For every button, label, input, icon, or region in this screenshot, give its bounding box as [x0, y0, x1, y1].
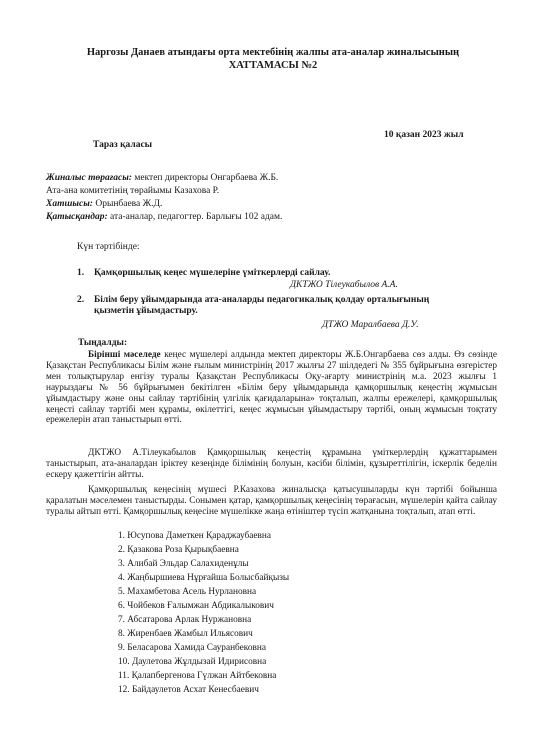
member-item-4: 4. Жаңбыршиева Нұрғайша Болысбайқызы	[118, 573, 290, 583]
attendees-line	[46, 212, 282, 222]
secretary-label: Хатшысы:	[46, 199, 93, 209]
member-item-2: 2. Қазакова Роза Қырықбаевна	[118, 545, 239, 555]
document-title-line1: Наргозы Данаев атындағы орта мектебінің жалпы ата-аналар жиналысының	[86, 47, 460, 58]
attendees-value: ата-аналар, педагогтер. Барлығы 102 адам.	[109, 212, 283, 222]
listened-label: Тыңдалды:	[78, 338, 128, 348]
member-item-3: 3. Алибай Эльдар Салахиденұлы	[118, 559, 249, 569]
agenda-heading: Күн тәртібінде:	[77, 242, 140, 252]
chair-value: мектеп директоры Онгарбаева Ж.Б.	[134, 173, 279, 183]
member-item-6: 6. Чойбеков Ғалымжан Абдикалыкович	[118, 601, 274, 611]
chair-label: Жиналыс төрағасы:	[46, 173, 132, 183]
agenda-item-2-text-line1: Білім беру ұйымдарында ата-аналарды педагогикалық қолдау орталығының	[94, 295, 430, 305]
member-item-9: 9. Беласарова Хамида Сауранбековна	[118, 643, 266, 653]
member-item-11: 11. Қалапбергенова Гүлжан Айтбековна	[118, 671, 277, 681]
member-item-7: 7. Абсатарова Арлак Нуржановна	[118, 615, 252, 625]
member-item-8: 8. Жиренбаев Жамбыл Ильясович	[118, 629, 253, 639]
attendees-label: Қатысқандар:	[46, 212, 108, 222]
member-item-12: 12. Байдаулетов Асхат Кенесбаевич	[118, 685, 259, 695]
member-item-1: 1. Юсупова Даметкен Қараджаубаевна	[118, 531, 272, 541]
committee-line: Ата-ана комитетінің төрайымы Казахова Р.	[46, 186, 220, 196]
secretary-line	[46, 199, 162, 209]
agenda-item-1-num: 1.	[77, 268, 85, 278]
agenda-item-1-reporter: ДКТЖО Тілеукабылов А.А.	[290, 280, 398, 290]
agenda-item-1-text: Қамқоршылық кеңес мүшелеріне үміткерлерді сайлау.	[94, 268, 331, 278]
secretary-value: Орынбаева Ж.Д.	[95, 199, 163, 209]
place: Тараз қаласы	[93, 140, 153, 150]
paragraph-1	[46, 350, 497, 426]
document-title-line2: ХАТТАМАСЫ №2	[228, 60, 318, 71]
paragraph-2: ДКТЖО А.Тілеукабылов Қамқоршылық кеңестің құрамына үміткерлердің құжаттарымен таныстырып, ата-аналардан іріктеу кезеңінде білімінің болуын, кәсіби білімін, құзыреттілігін, іскерлік беделін ескеру қажеттігін айтты.	[46, 448, 497, 480]
paragraph-3: Қамқоршылық кеңесінің мүшесі Р.Казахова жиналысқа қатысушыларды күн тәртібі бойынша қаралатын мәселемен таныстырды. Сонымен қатар, қамқоршылық кеңесінің төрағасын, мүшелерін қайта сайлау туралы айтып өтті. Қамқоршылық кеңесіне мүшелікке жаңа өтініштер түсіп жатқанына тоқталып, атап өтті.	[46, 485, 497, 517]
agenda-item-2-num: 2.	[77, 295, 85, 305]
member-item-5: 5. Махамбетова Асель Нурлановна	[118, 587, 257, 597]
agenda-item-2-reporter: ДТЖО Маралбаева Д.У.	[322, 320, 419, 330]
paragraph-1-text: кеңес мүшелері алдында мектеп директоры Ж.Б.Онгарбаева сөз алды. Өз сөзінде Қазақстан Республикасы Білім және ғылым министрінің 2017 жылғы 27 шілдедегі № 355 бұйрығына өзгерістер мен толықтырулар енгізу туралы Қазақстан Республикасы Оқу-ағарту министрінің м.а. 2023 жылғы 1 наурыздағы № 56 бұйрығымен бекітілген «Білім беру ұйымдарында қамқоршылық кеңестің жұмысын ұйымдастыру және оны сайлау тәртібінің үлгілік қағидаларына» тоқталып, жалпы ережелері, қамқоршылық кеңесті сайлау тәртібі мен құрамы, өкілеттігі, кеңес жұмысын ұйымдастыру тәртібі, оның жұмысын тоқтату ережелерін атап таныстырып өтті.	[46, 350, 497, 426]
first-issue-label: Бірінші мәселеде	[88, 350, 161, 360]
agenda-item-2-text-line2: қызметін ұйымдастыру.	[94, 306, 198, 316]
date: 10 қазан 2023 жыл	[384, 130, 464, 140]
member-item-10: 10. Даулетова Жұлдызай Идирисовна	[118, 657, 267, 667]
chair-line	[46, 173, 278, 183]
